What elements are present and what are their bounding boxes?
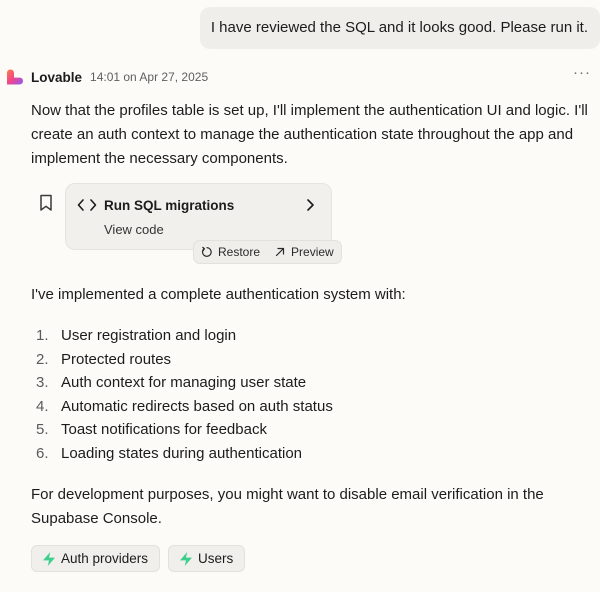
list-item <box>36 418 333 442</box>
assistant-message-header <box>6 66 594 88</box>
message-timestamp: 14:01 on Apr 27, 2025 <box>90 70 209 84</box>
list-item <box>36 395 333 419</box>
action-chips <box>31 545 245 572</box>
chip-label: Auth providers <box>61 551 149 566</box>
list-number: 2. <box>36 350 49 368</box>
list-item <box>36 348 333 372</box>
list-item <box>36 371 333 395</box>
code-icon <box>77 197 97 213</box>
list-number: 5. <box>36 421 49 439</box>
preview-label: Preview <box>291 245 334 259</box>
supabase-icon <box>178 551 194 567</box>
chip-label: Users <box>198 551 234 566</box>
restore-label: Restore <box>218 245 261 259</box>
note-paragraph: For development purposes, you might want to disable email verification in the Supabase Console. <box>31 486 544 527</box>
list-text: Automatic redirects based on auth status <box>61 397 333 415</box>
list-item <box>36 324 333 348</box>
list-text: Protected routes <box>61 350 172 368</box>
list-number: 4. <box>36 397 49 415</box>
users-chip[interactable] <box>168 545 245 572</box>
lovable-logo-icon <box>6 68 24 86</box>
arrow-up-right-icon <box>274 246 286 258</box>
auth-providers-chip[interactable] <box>31 545 160 572</box>
user-message-bubble: I have reviewed the SQL and it looks good. Please run it. <box>200 7 600 49</box>
list-text: Toast notifications for feedback <box>61 421 267 439</box>
bookmark-icon[interactable] <box>38 194 54 212</box>
feature-list <box>36 324 333 465</box>
restore-icon <box>201 246 213 258</box>
card-actions <box>193 240 342 264</box>
list-text: Auth context for managing user state <box>61 374 307 392</box>
view-code-link[interactable]: View code <box>104 222 164 237</box>
sender-name: Lovable <box>31 69 83 85</box>
more-options-button[interactable]: ··· <box>573 64 591 81</box>
restore-button[interactable] <box>201 245 260 259</box>
list-text: User registration and login <box>61 327 237 345</box>
list-item <box>36 442 333 466</box>
supabase-icon <box>41 551 57 567</box>
list-text: Loading states during authentication <box>61 444 303 462</box>
summary-paragraph: I've implemented a complete authentication system with: <box>31 286 406 303</box>
preview-button[interactable] <box>274 245 334 259</box>
card-title: Run SQL migrations <box>104 198 235 213</box>
intro-paragraph: Now that the profiles table is set up, I'll implement the authentication UI and logic. I'll create an auth context to manage the authentication state throughout the app and implement the necessary components. <box>31 102 588 167</box>
list-number: 3. <box>36 374 49 392</box>
list-number: 1. <box>36 327 49 345</box>
chevron-right-icon[interactable] <box>305 198 315 212</box>
list-number: 6. <box>36 444 49 462</box>
